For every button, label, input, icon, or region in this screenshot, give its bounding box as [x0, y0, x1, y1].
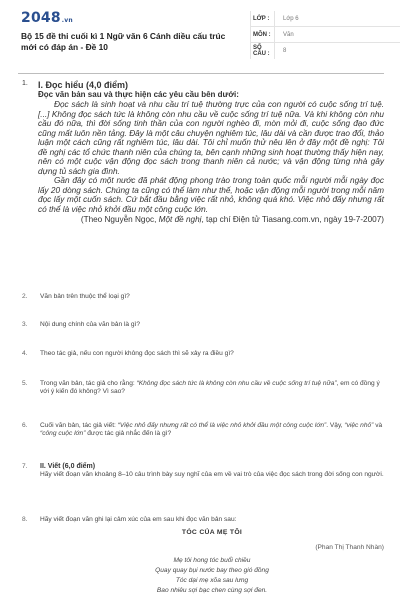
- meta-key: MÔN :: [250, 27, 275, 42]
- reading-passage: [38, 100, 384, 215]
- meta-key: LỚP :: [250, 11, 275, 26]
- source-work: Một đề nghị: [158, 214, 202, 224]
- question-number: 7.: [22, 463, 28, 470]
- section-heading: I. Đọc hiểu (4,0 điểm): [38, 80, 129, 90]
- source-prefix: (Theo Nguyễn Ngọc,: [80, 214, 159, 224]
- site-logo[interactable]: [21, 10, 73, 26]
- poem: [40, 556, 384, 596]
- poem-line: Tóc dại mẹ xõa sau lưng: [175, 577, 249, 585]
- question-text: Hãy viết đoạn văn ghi lại cảm xúc của em sau khi đọc văn bản sau:: [40, 516, 237, 523]
- poem-line: Quay quay bụi nước bay theo gió đồng: [155, 567, 269, 575]
- meta-row-question-count: [250, 43, 400, 59]
- passage-paragraph: Gần đây có một nước đã phát động phong trào trong toàn quốc mỗi người mỗi ngày đọc lấy 20 dòng sách. Chúng ta cũng có thể làm như thế, hoặc vận động mỗi người trong mỗi năm đọc lấy một cuốn sách. Cứ bắt đầu bằng việc rất nhỏ, không quá khó. Việc nhỏ đấy nhưng rất có thể là việc nhỏ khởi đầu một công cuộc lớn.: [38, 176, 384, 215]
- question-text: [40, 380, 384, 397]
- section-heading: II. Viết (6,0 điểm): [40, 463, 96, 470]
- question-text: Văn bản trên thuộc thể loại gì?: [40, 293, 130, 300]
- poem-line: Bao nhiêu sợi bạc chen cùng sợi đen.: [156, 587, 268, 595]
- question-text: Hãy viết đoạn văn khoảng 8–10 câu trình bày suy nghĩ của em về vai trò của việc đọc sách trong đời sống con người.: [40, 471, 384, 479]
- meta-table: [250, 11, 400, 59]
- header-divider: [18, 73, 384, 74]
- question-number: 5.: [22, 380, 28, 387]
- passage-paragraph: Đọc sách là sinh hoạt và nhu cầu trí tuệ thường trực của con người có cuộc sống trí tuệ. [...] Không đọc sách tức là không còn nhu cầu về cuộc sống trí tuệ nữa. Và khi không còn nhu cầu đó nữa, thì đời sống tinh thần của con người nghèo đi, mòn mỏi đi, cuộc sống đạo đức cũng mất luôn nền tảng. Đây là một câu chuyện nghiêm túc, lâu dài và cần được trao đổi, thảo luận một cách cũng rất nghiêm túc, lâu dài. Tôi chỉ muốn thử nêu lên ở đây một đề nghị: Tôi đề nghị các tổ chức thanh niên của chúng ta, bên cạnh những sinh hoạt thường thấy hiện nay, nên có một cuộc vận động đọc sách trong thanh niên cả nước; và vận động từng nhà gây dựng tủ sách gia đình.: [38, 100, 384, 176]
- question-term: “công cuộc lớn”: [40, 430, 86, 438]
- question-suffix: , em có đồng ý với ý kiến đó không? Vì sao?: [40, 380, 380, 396]
- question-mid: . Vậy,: [326, 422, 345, 429]
- question-number: 6.: [22, 422, 28, 429]
- question-number: 1.: [22, 80, 28, 87]
- question-text: [40, 422, 384, 439]
- question-number: 4.: [22, 350, 28, 357]
- section-instruction: Đọc văn bản sau và thực hiện các yêu cầu bên dưới:: [38, 90, 239, 99]
- meta-row-grade: [250, 11, 400, 27]
- question-prefix: Cuối văn bản, tác giả viết:: [40, 422, 118, 429]
- logo-tld: .vn: [61, 17, 73, 24]
- question-term: “việc nhỏ”: [344, 422, 374, 429]
- meta-row-subject: [250, 27, 400, 43]
- poem-line: Mẹ tôi hong tóc buổi chiều: [173, 557, 251, 565]
- meta-value: 8: [283, 48, 287, 54]
- question-quote: “Việc nhỏ đấy nhưng rất có thể là việc nhỏ khởi đầu một công cuộc lớn”: [117, 422, 327, 429]
- meta-key: SỐ CÂU :: [250, 43, 275, 59]
- poem-author: (Phan Thị Thanh Nhàn): [315, 543, 384, 551]
- question-suffix: được tác giả nhắc đến là gì?: [85, 430, 172, 438]
- question-text: Theo tác giả, nếu con người không đọc sách thì sẽ xảy ra điều gì?: [40, 350, 234, 357]
- question-text: Nội dung chính của văn bản là gì?: [40, 321, 141, 328]
- meta-value: Lớp 6: [283, 15, 299, 22]
- passage-source: [38, 215, 384, 225]
- question-number: 2.: [22, 293, 28, 300]
- question-number: 3.: [22, 321, 28, 328]
- question-prefix: Trong văn bản, tác giả cho rằng:: [40, 380, 137, 387]
- poem-title: TÓC CỦA MẸ TÔI: [181, 529, 243, 537]
- page-header: [0, 0, 400, 68]
- question-conjunction: và: [373, 422, 383, 429]
- document-title: Bộ 15 đề thi cuối kì 1 Ngữ văn 6 Cánh diều cấu trúc mới có đáp án - Đề 10: [21, 31, 226, 52]
- question-quote: “Không đọc sách tức là không còn nhu cầu về cuộc sống trí tuệ nữa”: [136, 380, 337, 387]
- question-number: 8.: [22, 516, 28, 523]
- source-suffix: , tạp chí Điện tử Tiasang.com.vn, ngày 19-7-2007): [201, 214, 384, 224]
- meta-value: Văn: [283, 31, 294, 38]
- logo-main: 2048: [21, 10, 61, 26]
